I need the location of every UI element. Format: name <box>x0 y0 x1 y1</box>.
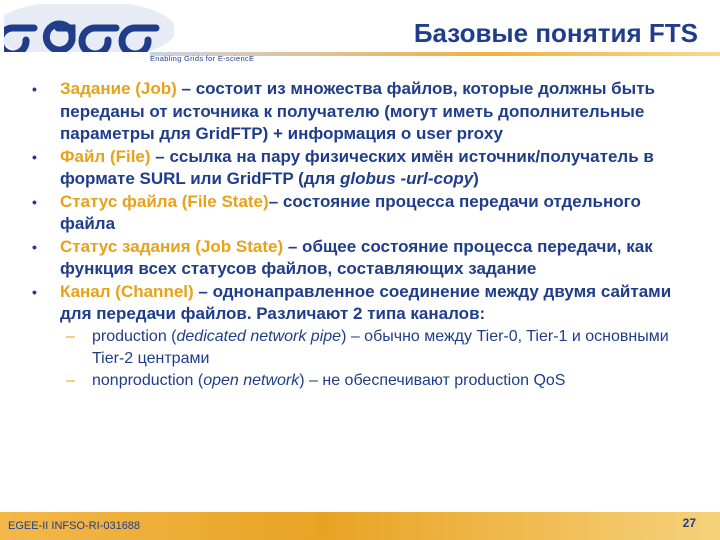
sub-emphasis: open network <box>203 371 300 389</box>
bullet-dot-icon: • <box>32 148 37 165</box>
sub-lead: production ( <box>92 327 177 345</box>
bullet-job-state <box>28 236 700 281</box>
bullet-dot-icon: • <box>32 238 37 255</box>
bullet-tail: ) <box>473 169 479 188</box>
bullet-term: Задание (Job) <box>60 79 177 98</box>
bullet-channel <box>28 281 700 326</box>
bullet-text: – однонаправленное соединение между двумя сайтами для передачи файлов. Различают 2 типа каналов: <box>60 281 672 323</box>
slide-footer <box>0 512 720 540</box>
bullet-text: – состоит из множества файлов, которые должны быть переданы от источника к получателю (могут иметь дополнительные параметры для GridFTP) + информация о user proxy <box>60 79 655 143</box>
sub-dash-icon: – <box>66 327 75 345</box>
bullet-term: Статус задания (Job State) <box>60 236 284 256</box>
sub-item-production <box>28 326 700 370</box>
bullet-term: Канал (Channel) <box>60 281 194 301</box>
footer-project-id: EGEE-II INFSO-RI-031688 <box>8 520 141 532</box>
slide-content <box>28 78 700 392</box>
bullet-term: Файл (File) <box>60 146 151 166</box>
bullet-emphasis: globus -url-copy <box>340 169 474 188</box>
sub-emphasis: dedicated network pipe <box>176 327 342 345</box>
tagline: Enabling Grids for E-sciencE <box>150 54 255 63</box>
sub-dash-icon: – <box>66 371 75 389</box>
bullet-text: – состояние процесса передачи отдельного файла <box>60 191 641 233</box>
bullet-term: Статус файла (File State) <box>60 191 269 211</box>
bullet-text: – ссылка на пару физических имён источник/получатель в формате SURL или GridFTP (для <box>60 146 654 188</box>
bullet-text: – общее состояние процесса передачи, как функция всех статусов файлов, составляющих задание <box>60 236 653 278</box>
slide-header <box>0 0 720 63</box>
bullet-dot-icon: • <box>32 81 37 97</box>
bullet-job <box>28 78 700 146</box>
bullet-dot-icon: • <box>32 283 37 300</box>
sub-lead: nonproduction ( <box>92 371 204 389</box>
sub-rest: ) – не обеспечивают production QoS <box>299 371 566 389</box>
bullet-file <box>28 146 700 191</box>
sub-item-nonproduction <box>28 370 700 392</box>
sub-rest: ) – обычно между Tier-0, Tier-1 и основными Tier-2 центрами <box>92 327 669 367</box>
bullet-dot-icon: • <box>32 193 37 210</box>
egee-logo <box>4 4 174 52</box>
bullet-file-state <box>28 191 700 236</box>
page-number: 27 <box>682 516 696 530</box>
slide-title: Базовые понятия FTS <box>413 18 698 48</box>
